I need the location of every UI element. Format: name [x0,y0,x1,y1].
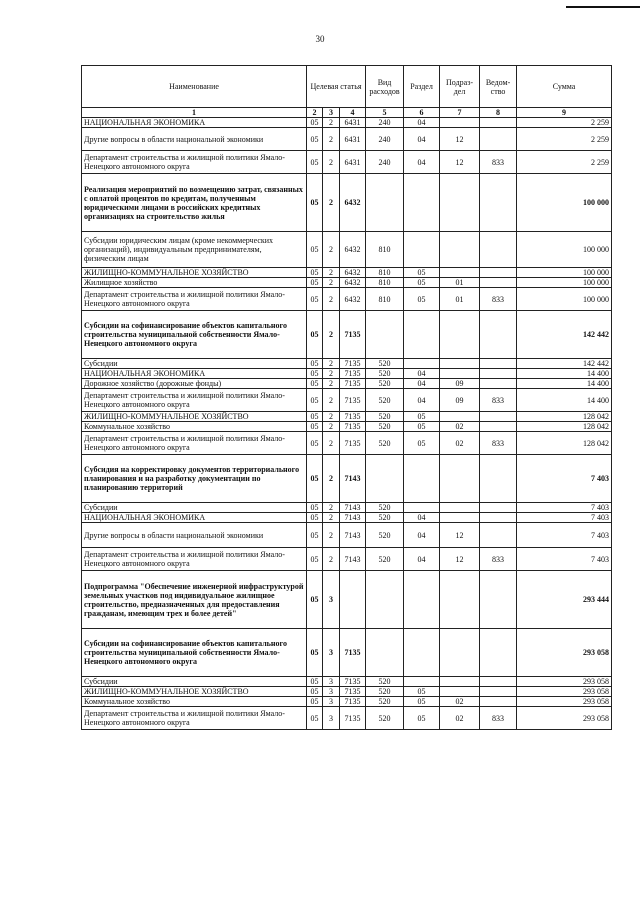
amount: 100 000 [517,278,612,288]
amount: 293 444 [517,571,612,629]
table-row [82,128,612,151]
header-name: Наименование [82,66,307,108]
section-code: 04 [404,118,440,128]
target-code-2: 2 [323,359,340,369]
target-code-2: 3 [323,629,340,677]
expense-type: 810 [366,268,404,278]
department-code [480,455,517,503]
amount: 2 259 [517,118,612,128]
row-name: Субсидии [82,359,307,369]
department-code [480,268,517,278]
subsection-code [440,677,480,687]
table-row [82,513,612,523]
target-code-3 [340,571,366,629]
subsection-code: 02 [440,432,480,455]
department-code [480,369,517,379]
target-code-2: 2 [323,268,340,278]
department-code: 833 [480,389,517,412]
table-row [82,677,612,687]
table-row [82,311,612,359]
table-row [82,379,612,389]
table-body [82,118,612,730]
section-code: 05 [404,278,440,288]
row-name: Субсидии [82,503,307,513]
subsection-code [440,369,480,379]
column-number: 9 [517,108,612,118]
target-code-3: 7143 [340,548,366,571]
expense-type: 520 [366,707,404,730]
department-code: 833 [480,432,517,455]
department-code [480,232,517,268]
section-code: 05 [404,268,440,278]
corner-mark [566,6,640,8]
table-row [82,503,612,513]
target-code-1: 05 [307,359,323,369]
target-code-1: 05 [307,629,323,677]
table-row [82,548,612,571]
expense-type [366,311,404,359]
section-code: 05 [404,412,440,422]
target-code-1: 05 [307,455,323,503]
section-code: 05 [404,697,440,707]
department-code [480,118,517,128]
expense-type: 520 [366,677,404,687]
row-name: Субсидия на корректировку документов территориального планирования и на разработку документации по планированию территорий [82,455,307,503]
expense-type [366,571,404,629]
target-code-3: 7135 [340,311,366,359]
department-code [480,503,517,513]
row-name: Департамент строительства и жилищной политики Ямало-Ненецкого автономного округа [82,151,307,174]
budget-table [81,65,612,730]
table-row [82,687,612,697]
section-code: 05 [404,432,440,455]
row-name: Другие вопросы в области национальной экономики [82,128,307,151]
target-code-2: 2 [323,548,340,571]
amount: 293 058 [517,697,612,707]
target-code-3: 7135 [340,389,366,412]
expense-type [366,455,404,503]
expense-type: 810 [366,288,404,311]
table-row [82,369,612,379]
section-code: 04 [404,513,440,523]
target-code-3: 7135 [340,422,366,432]
section-code: 04 [404,389,440,412]
subsection-code [440,629,480,677]
target-code-3: 7135 [340,432,366,455]
department-code: 833 [480,707,517,730]
target-code-3: 7135 [340,359,366,369]
target-code-1: 05 [307,389,323,412]
target-code-1: 05 [307,232,323,268]
column-number: 5 [366,108,404,118]
row-name: ЖИЛИЩНО-КОММУНАЛЬНОЕ ХОЗЯЙСТВО [82,268,307,278]
column-number: 6 [404,108,440,118]
target-code-2: 2 [323,422,340,432]
amount: 293 058 [517,687,612,697]
target-code-2: 2 [323,379,340,389]
row-name: Субсидии на софинансирование объектов капитального строительства муниципальной собственности Ямало-Ненецкого автономного округа [82,629,307,677]
subsection-code: 09 [440,379,480,389]
department-code [480,629,517,677]
target-code-2: 2 [323,455,340,503]
target-code-1: 05 [307,288,323,311]
target-code-1: 05 [307,268,323,278]
column-number: 1 [82,108,307,118]
subsection-code: 02 [440,697,480,707]
row-name: Департамент строительства и жилищной политики Ямало-Ненецкого автономного округа [82,288,307,311]
section-code [404,629,440,677]
target-code-2: 2 [323,369,340,379]
amount: 14 400 [517,389,612,412]
target-code-2: 2 [323,174,340,232]
subsection-code: 02 [440,707,480,730]
expense-type: 520 [366,548,404,571]
target-code-1: 05 [307,369,323,379]
table-row [82,422,612,432]
section-code [404,359,440,369]
section-code: 05 [404,707,440,730]
target-code-1: 05 [307,151,323,174]
row-name: Дорожное хозяйство (дорожные фонды) [82,379,307,389]
target-code-2: 2 [323,288,340,311]
row-name: Коммунальное хозяйство [82,422,307,432]
amount: 128 042 [517,432,612,455]
subsection-code: 01 [440,278,480,288]
target-code-3: 6432 [340,232,366,268]
section-code [404,455,440,503]
target-code-2: 3 [323,707,340,730]
target-code-2: 3 [323,571,340,629]
table-row [82,432,612,455]
subsection-code: 02 [440,422,480,432]
expense-type: 520 [366,379,404,389]
target-code-2: 2 [323,432,340,455]
section-code [404,174,440,232]
expense-type: 520 [366,503,404,513]
row-name: Коммунальное хозяйство [82,697,307,707]
department-code [480,379,517,389]
amount: 14 400 [517,379,612,389]
table-row [82,232,612,268]
target-code-2: 2 [323,311,340,359]
target-code-2: 2 [323,523,340,548]
amount: 7 403 [517,548,612,571]
amount: 128 042 [517,412,612,422]
target-code-2: 2 [323,389,340,412]
target-code-3: 6431 [340,128,366,151]
table-row [82,412,612,422]
department-code [480,412,517,422]
target-code-1: 05 [307,174,323,232]
section-code [404,232,440,268]
section-code: 04 [404,548,440,571]
section-code: 05 [404,288,440,311]
target-code-3: 7135 [340,412,366,422]
amount: 100 000 [517,232,612,268]
row-name: Подпрограмма "Обеспечение инженерной инфраструктурой земельных участков под индивидуальное жилищное строительство, предназначенных для предоставления гражданам, имеющим трех и более детей" [82,571,307,629]
header-department: Ведом-ство [480,66,517,108]
section-code: 04 [404,128,440,151]
target-code-1: 05 [307,548,323,571]
target-code-1: 05 [307,278,323,288]
target-code-3: 6432 [340,174,366,232]
target-code-3: 7135 [340,629,366,677]
section-code [404,571,440,629]
section-code [404,503,440,513]
target-code-1: 05 [307,412,323,422]
target-code-1: 05 [307,677,323,687]
subsection-code: 12 [440,548,480,571]
amount: 7 403 [517,513,612,523]
amount: 100 000 [517,268,612,278]
column-number: 4 [340,108,366,118]
header-section: Раздел [404,66,440,108]
header-row [82,66,612,108]
table-row [82,455,612,503]
amount: 293 058 [517,629,612,677]
department-code [480,278,517,288]
department-code [480,513,517,523]
target-code-2: 2 [323,151,340,174]
row-name: Другие вопросы в области национальной экономики [82,523,307,548]
table-row [82,389,612,412]
subsection-code [440,118,480,128]
subsection-code: 12 [440,523,480,548]
department-code [480,523,517,548]
target-code-2: 2 [323,412,340,422]
department-code: 833 [480,548,517,571]
column-number: 3 [323,108,340,118]
table-row [82,523,612,548]
section-code [404,677,440,687]
target-code-1: 05 [307,128,323,151]
section-code: 04 [404,151,440,174]
target-code-3: 7135 [340,687,366,697]
section-code: 04 [404,379,440,389]
row-name: Субсидии [82,677,307,687]
row-name: Жилищное хозяйство [82,278,307,288]
table-row [82,629,612,677]
section-code [404,311,440,359]
target-code-1: 05 [307,379,323,389]
row-name: Департамент строительства и жилищной политики Ямало-Ненецкого автономного округа [82,548,307,571]
target-code-3: 7135 [340,707,366,730]
department-code [480,687,517,697]
department-code [480,174,517,232]
department-code [480,128,517,151]
amount: 293 058 [517,677,612,687]
subsection-code [440,232,480,268]
department-code: 833 [480,151,517,174]
header-subsection: Подраз-дел [440,66,480,108]
subsection-code [440,513,480,523]
target-code-2: 2 [323,128,340,151]
section-code: 05 [404,687,440,697]
row-name: НАЦИОНАЛЬНАЯ ЭКОНОМИКА [82,513,307,523]
header-amount: Сумма [517,66,612,108]
expense-type: 520 [366,422,404,432]
target-code-1: 05 [307,707,323,730]
row-name: ЖИЛИЩНО-КОММУНАЛЬНОЕ ХОЗЯЙСТВО [82,687,307,697]
row-name: НАЦИОНАЛЬНАЯ ЭКОНОМИКА [82,118,307,128]
target-code-3: 7135 [340,697,366,707]
table-row [82,571,612,629]
subsection-code [440,455,480,503]
target-code-1: 05 [307,513,323,523]
column-number-row [82,108,612,118]
department-code [480,697,517,707]
target-code-3: 6432 [340,278,366,288]
department-code [480,677,517,687]
target-code-3: 7135 [340,379,366,389]
expense-type: 240 [366,118,404,128]
table-row [82,288,612,311]
target-code-2: 2 [323,503,340,513]
amount: 100 000 [517,174,612,232]
table-row [82,697,612,707]
row-name: Департамент строительства и жилищной политики Ямало-Ненецкого автономного округа [82,432,307,455]
subsection-code [440,359,480,369]
target-code-3: 6431 [340,151,366,174]
target-code-1: 05 [307,503,323,513]
target-code-3: 7143 [340,503,366,513]
amount: 142 442 [517,311,612,359]
header-expense-type: Вид расходов [366,66,404,108]
expense-type [366,174,404,232]
expense-type: 810 [366,278,404,288]
section-code: 04 [404,369,440,379]
expense-type: 520 [366,697,404,707]
amount: 2 259 [517,151,612,174]
department-code [480,422,517,432]
target-code-3: 7143 [340,523,366,548]
expense-type: 520 [366,412,404,422]
row-name: Реализация мероприятий по возмещению затрат, связанных с оплатой процентов по кредитам, полученным юридическими лицами в российских кредитных организациях на строительство жилья [82,174,307,232]
expense-type: 520 [366,359,404,369]
subsection-code: 09 [440,389,480,412]
subsection-code [440,503,480,513]
department-code [480,359,517,369]
expense-type: 520 [366,369,404,379]
subsection-code [440,571,480,629]
row-name: Департамент строительства и жилищной политики Ямало-Ненецкого автономного округа [82,389,307,412]
expense-type: 520 [366,523,404,548]
expense-type: 520 [366,432,404,455]
department-code: 833 [480,288,517,311]
table-row [82,278,612,288]
amount: 293 058 [517,707,612,730]
expense-type: 240 [366,128,404,151]
column-number: 7 [440,108,480,118]
section-code: 05 [404,422,440,432]
page-number: 30 [315,34,325,44]
header-target: Целевая статья [307,66,366,108]
department-code [480,311,517,359]
target-code-1: 05 [307,311,323,359]
subsection-code [440,687,480,697]
column-number: 8 [480,108,517,118]
subsection-code [440,174,480,232]
target-code-3: 6432 [340,288,366,311]
expense-type: 520 [366,513,404,523]
expense-type: 520 [366,687,404,697]
row-name: Субсидии на софинансирование объектов капитального строительства муниципальной собственности Ямало-Ненецкого автономного округа [82,311,307,359]
section-code: 04 [404,523,440,548]
target-code-1: 05 [307,687,323,697]
amount: 100 000 [517,288,612,311]
expense-type: 520 [366,389,404,412]
target-code-3: 7143 [340,513,366,523]
target-code-2: 2 [323,513,340,523]
expense-type [366,629,404,677]
target-code-1: 05 [307,697,323,707]
department-code [480,571,517,629]
target-code-2: 2 [323,278,340,288]
target-code-3: 6432 [340,268,366,278]
amount: 128 042 [517,422,612,432]
table-row [82,174,612,232]
row-name: Субсидии юридическим лицам (кроме некоммерческих организаций), индивидуальным предпринимателям, физическим лицам [82,232,307,268]
target-code-1: 05 [307,571,323,629]
amount: 14 400 [517,369,612,379]
subsection-code: 12 [440,151,480,174]
amount: 7 403 [517,523,612,548]
amount: 7 403 [517,455,612,503]
amount: 7 403 [517,503,612,513]
table-row [82,268,612,278]
target-code-3: 7143 [340,455,366,503]
amount: 142 442 [517,359,612,369]
target-code-2: 3 [323,697,340,707]
table-row [82,151,612,174]
table-row [82,118,612,128]
target-code-1: 05 [307,432,323,455]
row-name: ЖИЛИЩНО-КОММУНАЛЬНОЕ ХОЗЯЙСТВО [82,412,307,422]
target-code-1: 05 [307,118,323,128]
table-row [82,707,612,730]
target-code-3: 7135 [340,369,366,379]
column-number: 2 [307,108,323,118]
row-name: НАЦИОНАЛЬНАЯ ЭКОНОМИКА [82,369,307,379]
row-name: Департамент строительства и жилищной политики Ямало-Ненецкого автономного округа [82,707,307,730]
target-code-3: 7135 [340,677,366,687]
expense-type: 810 [366,232,404,268]
subsection-code [440,412,480,422]
amount: 2 259 [517,128,612,151]
target-code-1: 05 [307,523,323,548]
table-row [82,359,612,369]
expense-type: 240 [366,151,404,174]
subsection-code [440,311,480,359]
subsection-code [440,268,480,278]
subsection-code: 01 [440,288,480,311]
target-code-2: 2 [323,232,340,268]
target-code-2: 3 [323,687,340,697]
target-code-2: 2 [323,118,340,128]
target-code-3: 6431 [340,118,366,128]
target-code-1: 05 [307,422,323,432]
target-code-2: 3 [323,677,340,687]
subsection-code: 12 [440,128,480,151]
